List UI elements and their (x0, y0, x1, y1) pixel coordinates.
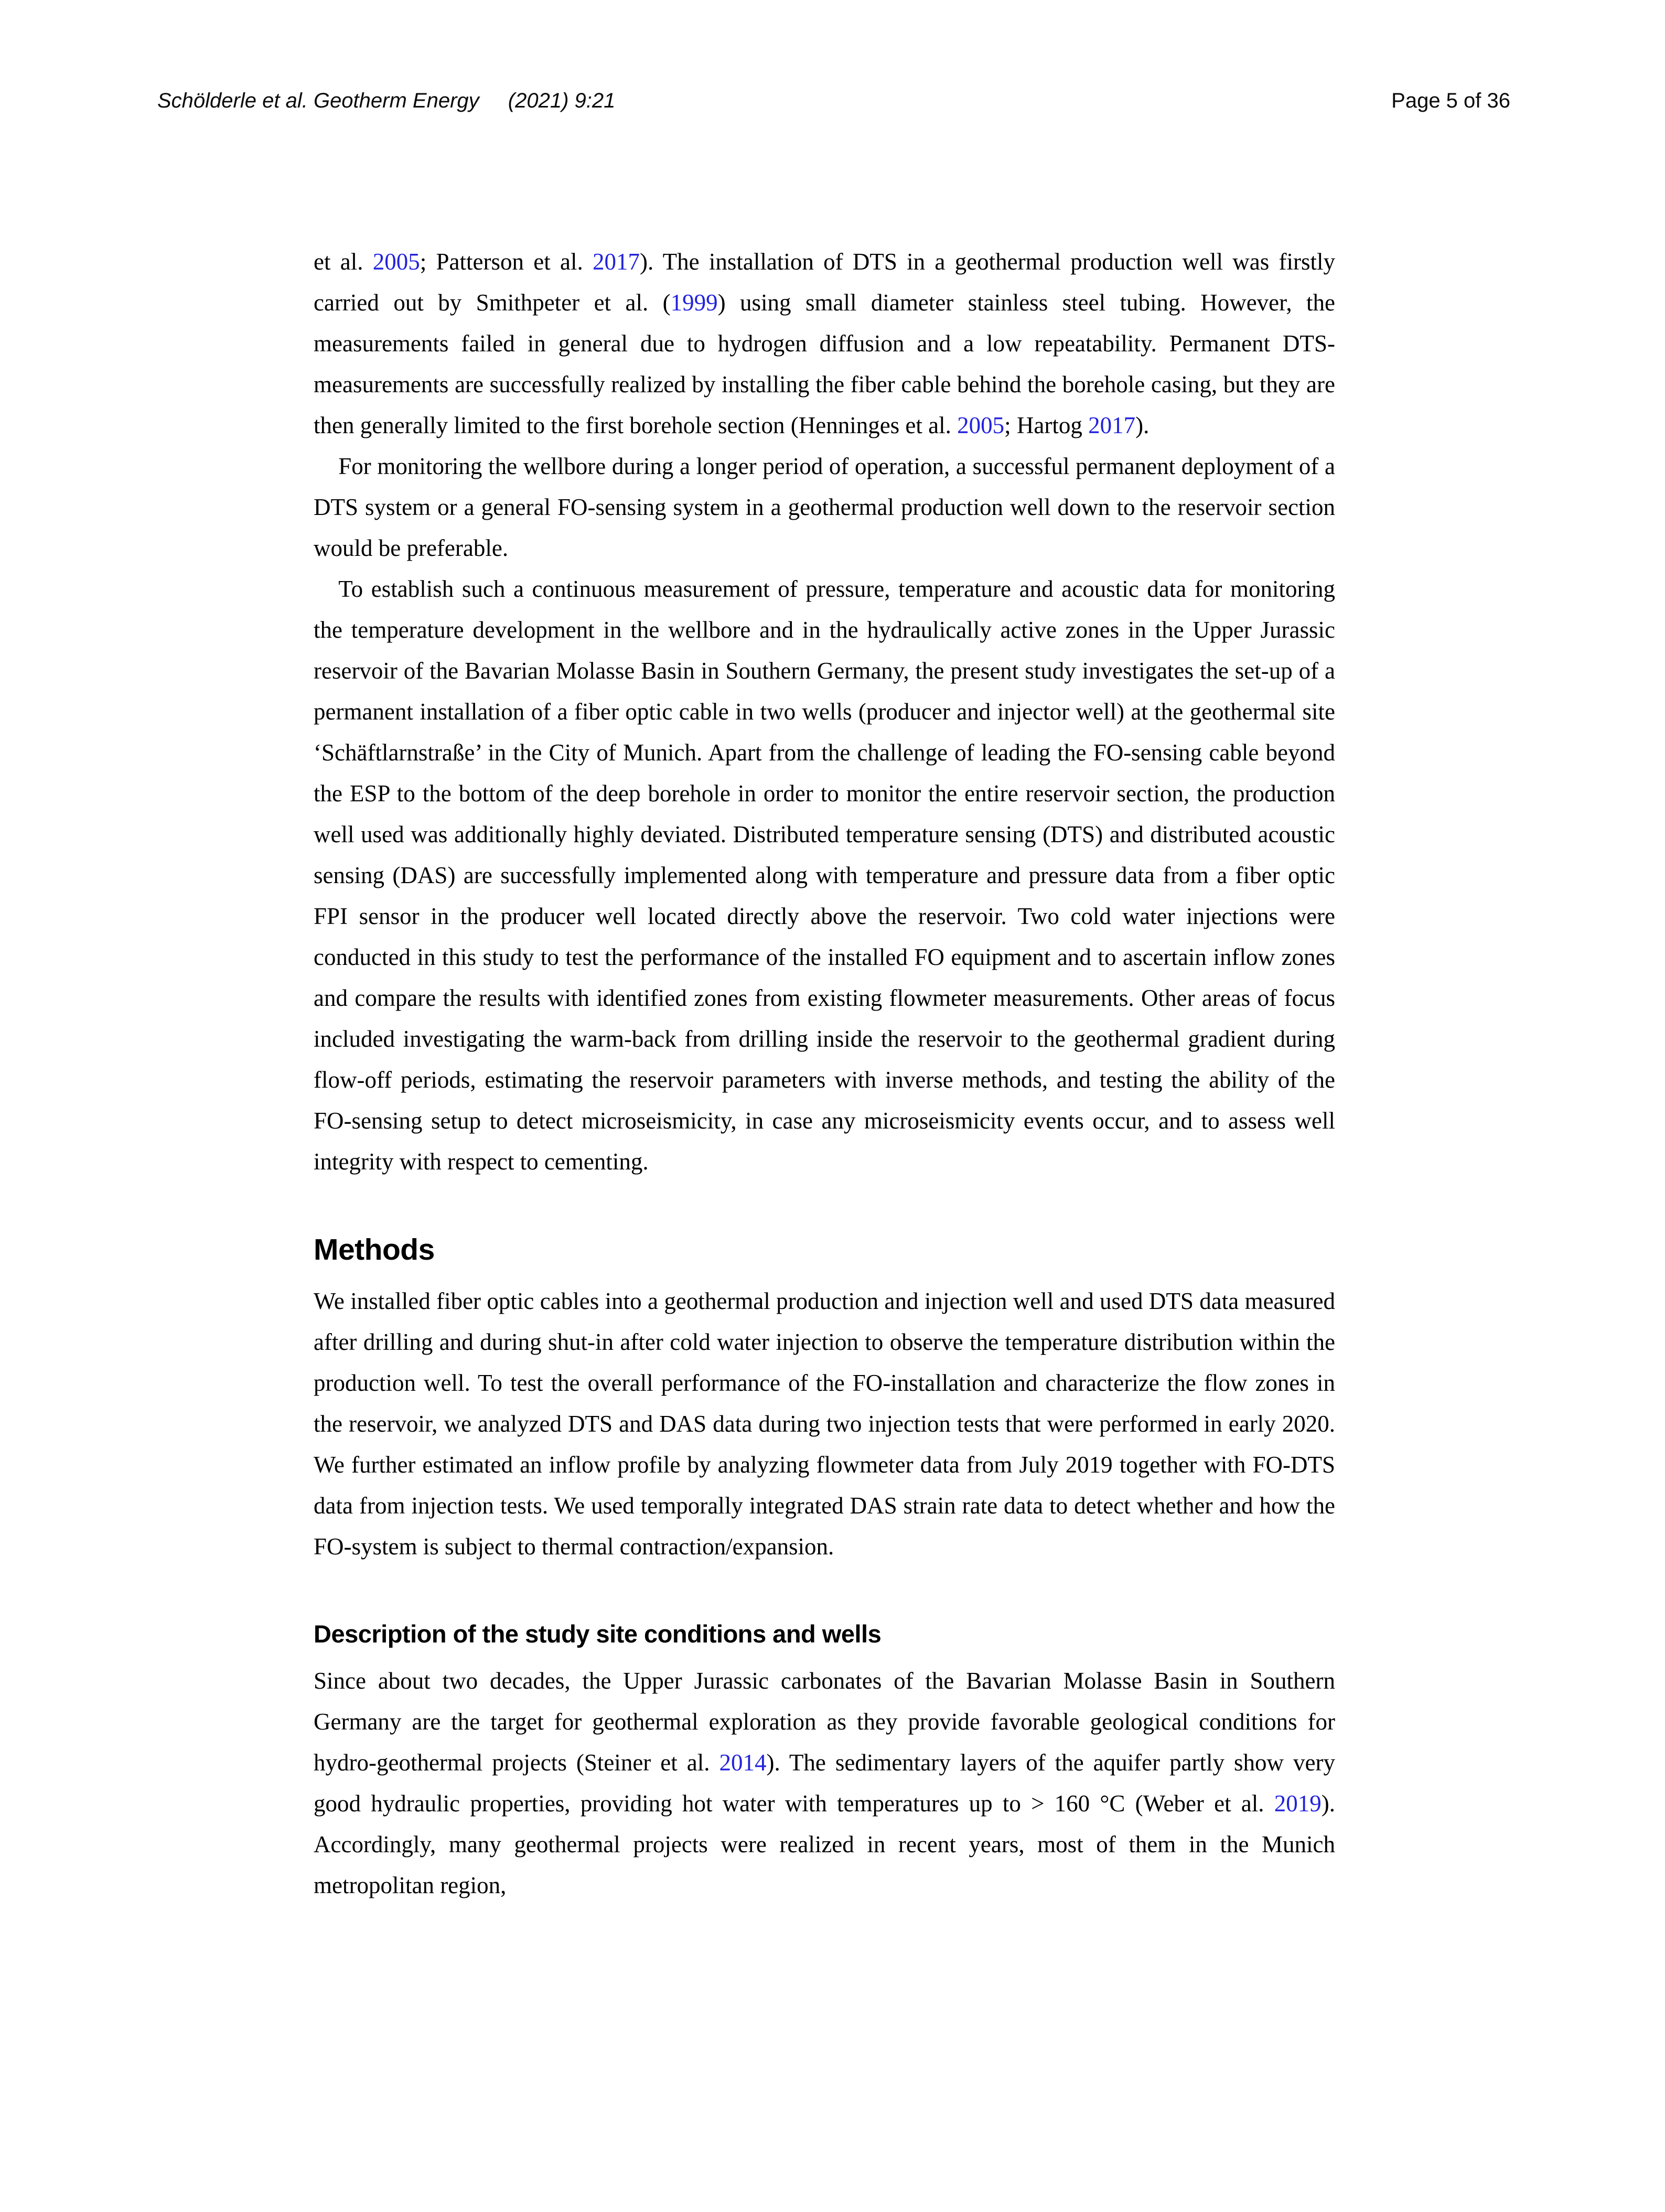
citation-link[interactable]: 2017 (592, 249, 640, 275)
paragraph (314, 568, 1335, 1182)
text-segment: ; Patterson et al. (420, 249, 593, 275)
citation-link[interactable]: 2014 (719, 1749, 767, 1776)
text-segment: Since about two decades, the Upper Jurassic carbonates of the Bavarian Molasse Basin in Southern Germany are the target for geothermal exploration as they provide favorable geological conditions for hydro-geothermal projects (Steiner et al. (314, 1668, 1335, 1776)
citation-link[interactable]: 2019 (1274, 1790, 1322, 1817)
paragraph (314, 1281, 1335, 1567)
paragraph (314, 446, 1335, 568)
text-segment: ). (1135, 412, 1150, 438)
page-number: Page 5 of 36 (1391, 89, 1510, 112)
text-segment: ). The installation of DTS in a geothermal production well was firstly carried out by Smithpeter et al. ( (314, 249, 1336, 316)
text-segment: We installed fiber optic cables into a geothermal production and injection well and used DTS data measured after drilling and during shut-in after cold water injection to observe the temperature distribution within the production well. To test the overall performance of the FO-installation and characterize the flow zones in the reservoir, we analyzed DTS and DAS data during two injection tests that were performed in early 2020. We further estimated an inflow profile by analyzing flowmeter data from July 2019 together with FO-DTS data from injection tests. We used temporally integrated DAS strain rate data to detect whether and how the FO-system is subject to thermal contraction/expansion. (314, 1288, 1335, 1560)
text-segment: et al. (314, 249, 373, 275)
running-head-citation: Schölderle et al. Geotherm Energy (157, 89, 479, 112)
article-body (314, 241, 1335, 1906)
citation-link[interactable]: 1999 (670, 289, 718, 316)
citation-link[interactable]: 2005 (957, 412, 1005, 438)
paragraph (314, 1660, 1335, 1906)
citation-link[interactable]: 2005 (372, 249, 420, 275)
text-segment: ). The sedimentary layers of the aquifer partly show very good hydraulic properties, providing hot water with temperatures up to > 160 °C (Weber et al. (314, 1749, 1335, 1817)
text-segment: ) using small diameter stainless steel tubing. However, the measurements failed in general due to hydrogen diffusion and a low repeatability. Permanent DTS-measurements are successfully realized by installing the fiber cable behind the borehole casing, but they are then generally limited to the first borehole section (Henninges et al. (314, 289, 1335, 438)
text-segment: ; Hartog (1004, 412, 1089, 438)
section-heading: Description of the study site conditions and wells (314, 1620, 882, 1648)
paragraph (314, 241, 1335, 446)
text-segment: To establish such a continuous measurement of pressure, temperature and acoustic data for monitoring the temperature development in the wellbore and in the hydraulically active zones in the Upper Jurassic reservoir of the Bavarian Molasse Basin in Southern Germany, the present study investigates the set-up of a permanent installation of a fiber optic cable in two wells (producer and injector well) at the geothermal site ‘Schäftlarnstraße’ in the City of Munich. Apart from the challenge of leading the FO-sensing cable beyond the ESP to the bottom of the deep borehole in order to monitor the entire reservoir section, the production well used was additionally highly deviated. Distributed temperature sensing (DTS) and distributed acoustic sensing (DAS) are successfully implemented along with temperature and pressure data from a fiber optic FPI sensor in the producer well located directly above the reservoir. Two cold water injections were conducted in this study to test the performance of the installed FO equipment and to ascertain inflow zones and compare the results with identified zones from existing flowmeter measurements. Other areas of focus included investigating the warm-back from drilling inside the reservoir to the geothermal gradient during flow-off periods, estimating the reservoir parameters with inverse methods, and testing the ability of the FO-sensing setup to detect microseismicity, in case any microseismicity events occur, and to assess well integrity with respect to cementing. (314, 576, 1335, 1175)
citation-link[interactable]: 2017 (1088, 412, 1136, 438)
running-head (157, 88, 1510, 113)
text-segment: For monitoring the wellbore during a longer period of operation, a successful permanent deployment of a DTS system or a general FO-sensing system in a geothermal production well down to the reservoir section would be preferable. (314, 453, 1335, 561)
running-head-issue: (2021) 9:21 (508, 89, 616, 112)
running-head-left (157, 88, 615, 113)
section-heading: Methods (314, 1233, 435, 1266)
text-segment: ). Accordingly, many geothermal projects were realized in recent years, most of them in the Munich metropolitan region, (314, 1790, 1335, 1898)
